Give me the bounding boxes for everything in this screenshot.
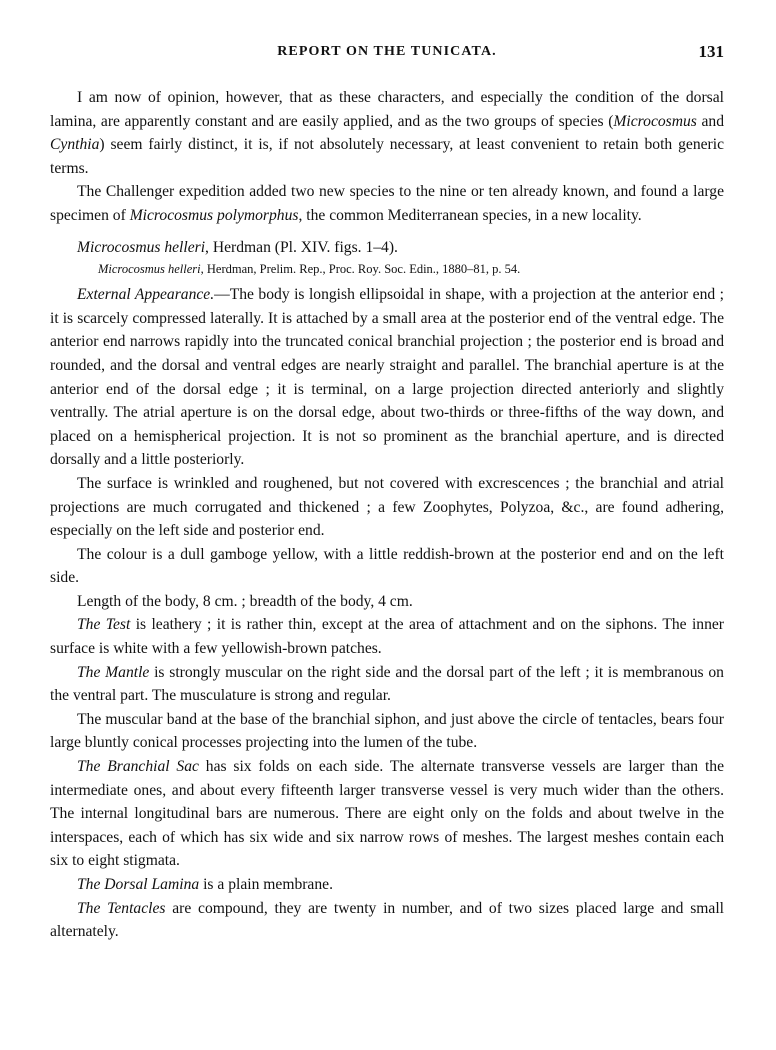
paragraph-muscular-band: The muscular band at the base of the branchial siphon, and just above the circle of tentacles, bears four large bluntly conical processes projecting into the lumen of the tube.	[50, 710, 724, 752]
species-heading	[50, 236, 724, 260]
paragraph-text: I am now of opinion, however, that as these characters, and especially the condition of the dorsal lamina, are apparently constant and are easily applied, and as the two groups of species (	[50, 89, 724, 130]
page-number: 131	[698, 42, 724, 61]
citation-text: , Herdman, Prelim. Rep., Proc. Roy. Soc. Edin., 1880–81, p. 54.	[200, 262, 521, 277]
paragraph-text: , the common Mediterranean species, in a new locality.	[298, 206, 642, 224]
paragraph-text: has six folds on each side. The alternate transverse vessels are larger than the intermediate ones, and about every fifteenth larger transverse vessel is very much wider than the others. The internal longitudinal bars are numerous. There are eight only on the folds and about twelve in the interspaces, each of which has six wide and six narrow rows of meshes. The largest meshes contain each six to eight stigmata.	[50, 758, 724, 870]
body-text	[50, 86, 724, 944]
paragraph-test	[50, 613, 724, 660]
paragraph-challenger	[50, 180, 724, 227]
paragraph-text: are compound, they are twenty in number, and of two sizes placed large and small alternately.	[50, 899, 724, 941]
paragraph-colour: The colour is a dull gamboge yellow, with a little reddish-brown at the posterior end and on the left side.	[50, 545, 724, 587]
paragraph-text: is a plain membrane.	[199, 876, 333, 893]
paragraph-text: —The body is longish ellipsoidal in shape, with a projection at the anterior end ; it is scarcely compressed laterally. It is attached by a small area at the posterior end of the ventral edge. The anterior end narrows rapidly into the truncated conical branchial projection ; the posterior end is broad and rounded, and the dorsal and ventral edges are nearly straight and parallel. The branchial aperture is at the anterior end of the dorsal edge ; it is terminal, on a large projection directed anteriorly and slightly ventrally. The atrial aperture is on the dorsal edge, about two-thirds or three-fifths of the way down, and placed on a hemispherical projection. It is not so prominent as the branchial aperture, and is directed dorsally and a little posteriorly.	[50, 286, 724, 469]
paragraph-text: is strongly muscular on the right side and the dorsal part of the left ; it is membranous on the ventral part. The musculature is strong and regular.	[50, 663, 724, 705]
paragraph-tentacles	[50, 897, 724, 944]
running-title: REPORT ON THE TUNICATA.	[277, 44, 497, 59]
section-label: The Test	[77, 616, 131, 634]
paragraph-surface: The surface is wrinkled and roughened, but not covered with excrescences ; the branchial and atrial projections are much corrugated and thickened ; a few Zoophytes, Polyzoa, &c., are found adhering, especially on the left side and posterior end.	[50, 474, 724, 540]
heading-text: , Herdman (Pl. XIV. figs. 1–4).	[205, 238, 398, 256]
genus-name: Microcosmus	[613, 112, 697, 130]
section-label: The Tentacles	[77, 899, 166, 917]
page-header	[50, 44, 724, 66]
species-name: Microcosmus polymorphus	[129, 206, 299, 224]
section-label: The Branchial Sac	[77, 758, 199, 776]
paragraph-external-appearance	[50, 283, 724, 472]
section-label: External Appearance.	[77, 286, 215, 304]
section-label: The Dorsal Lamina	[77, 876, 200, 893]
paragraph-text: is leathery ; it is rather thin, except at the area of attachment and on the siphons. The inner surface is white with a few yellowish-brown patches.	[50, 616, 724, 658]
paragraph-dimensions: Length of the body, 8 cm. ; breadth of the body, 4 cm.	[77, 592, 413, 610]
species-name: Microcosmus helleri	[77, 238, 206, 256]
species-citation	[50, 259, 724, 279]
paragraph-mantle	[50, 661, 724, 708]
paragraph-text: The Challenger expedition added two new species to the nine or ten already known, and found a large specimen of	[50, 183, 724, 224]
paragraph-opinion	[50, 86, 724, 180]
section-label: The Mantle	[77, 663, 150, 681]
paragraph-text: ) seem fairly distinct, it is, if not absolutely necessary, at least convenient to retain both generic terms.	[50, 136, 724, 177]
genus-name: Cynthia	[50, 136, 100, 154]
paragraph-dorsal-lamina	[50, 873, 724, 897]
paragraph-text: and	[696, 112, 724, 130]
species-name: Microcosmus helleri	[98, 262, 201, 277]
paragraph-branchial-sac	[50, 755, 724, 873]
